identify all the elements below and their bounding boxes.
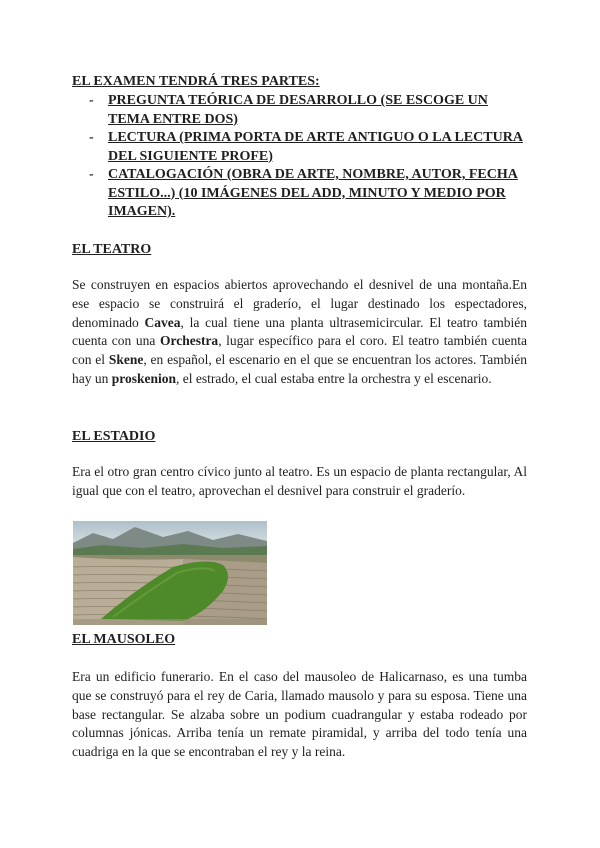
term-orchestra: Orchestra [159,333,219,349]
teatro-heading: EL TEATRO [72,242,152,257]
mausoleo-heading: EL MAUSOLEO [72,632,176,647]
list-item [72,166,532,222]
list-dash: - [89,130,94,145]
list-dash: - [89,93,94,108]
exam-part-text: CATALOGACIÓN (OBRA DE ARTE, NOMBRE, AUTOR, FECHA ESTILO...) (10 IMÁGENES DEL ADD, MINUTO Y MEDIO POR IMAGEN). [108,167,518,219]
exam-part-text: PREGUNTA TEÓRICA DE DESARROLLO (SE ESCOGE UN TEMA ENTRE DOS) [108,93,488,127]
list-dash: - [89,167,94,182]
exam-part-text: LECTURA (PRIMA PORTA DE ARTE ANTIGUO O LA LECTURA DEL SIGUIENTE PROFE) [108,130,523,164]
term-cavea: Cavea [144,314,181,330]
term-skene: Skene [108,352,144,368]
estadio-heading: EL ESTADIO [72,429,156,444]
teatro-paragraph: Se construyen en espacios abiertos aprovechando el desnivel de una montaña.En ese espacio se construirá el graderío, el lugar destinado los espectadores, denominado Cavea, la cual tiene una planta ultrasemicircular. El teatro también cuenta con una Orchestra, lugar específico para el coro. El teatro también cuenta con el Skene, en español, el escenario en el que se encuentran los actores. También hay un proskenion, el estrado, el cual estaba entre la orchestra y el escenario. [72,277,527,386]
list-item [72,129,532,166]
exam-title: EL EXAMEN TENDRÁ TRES PARTES: [72,74,320,89]
exam-parts-list [72,92,532,222]
estadio-paragraph: Era el otro gran centro cívico junto al teatro. Es un espacio de planta rectangular, Al igual que con el teatro, aprovechan el desnivel para construir el graderío. [72,464,527,498]
mausoleo-paragraph: Era un edificio funerario. En el caso del mausoleo de Halicarnaso, es una tumba que se construyó para el rey de Caria, llamado mausolo y para su esposa. Tiene una base rectangular. Se alzaba sobre un podium cuadrangular y estaba rodeado por columnas jónicas. Arriba tenía un remate piramidal, y arriba del todo tenía una cuadriga en la que se encontraban el rey y la reina. [72,669,527,760]
term-proskenion: proskenion [111,370,177,386]
list-item [72,92,532,129]
stadium-photo [73,521,267,625]
